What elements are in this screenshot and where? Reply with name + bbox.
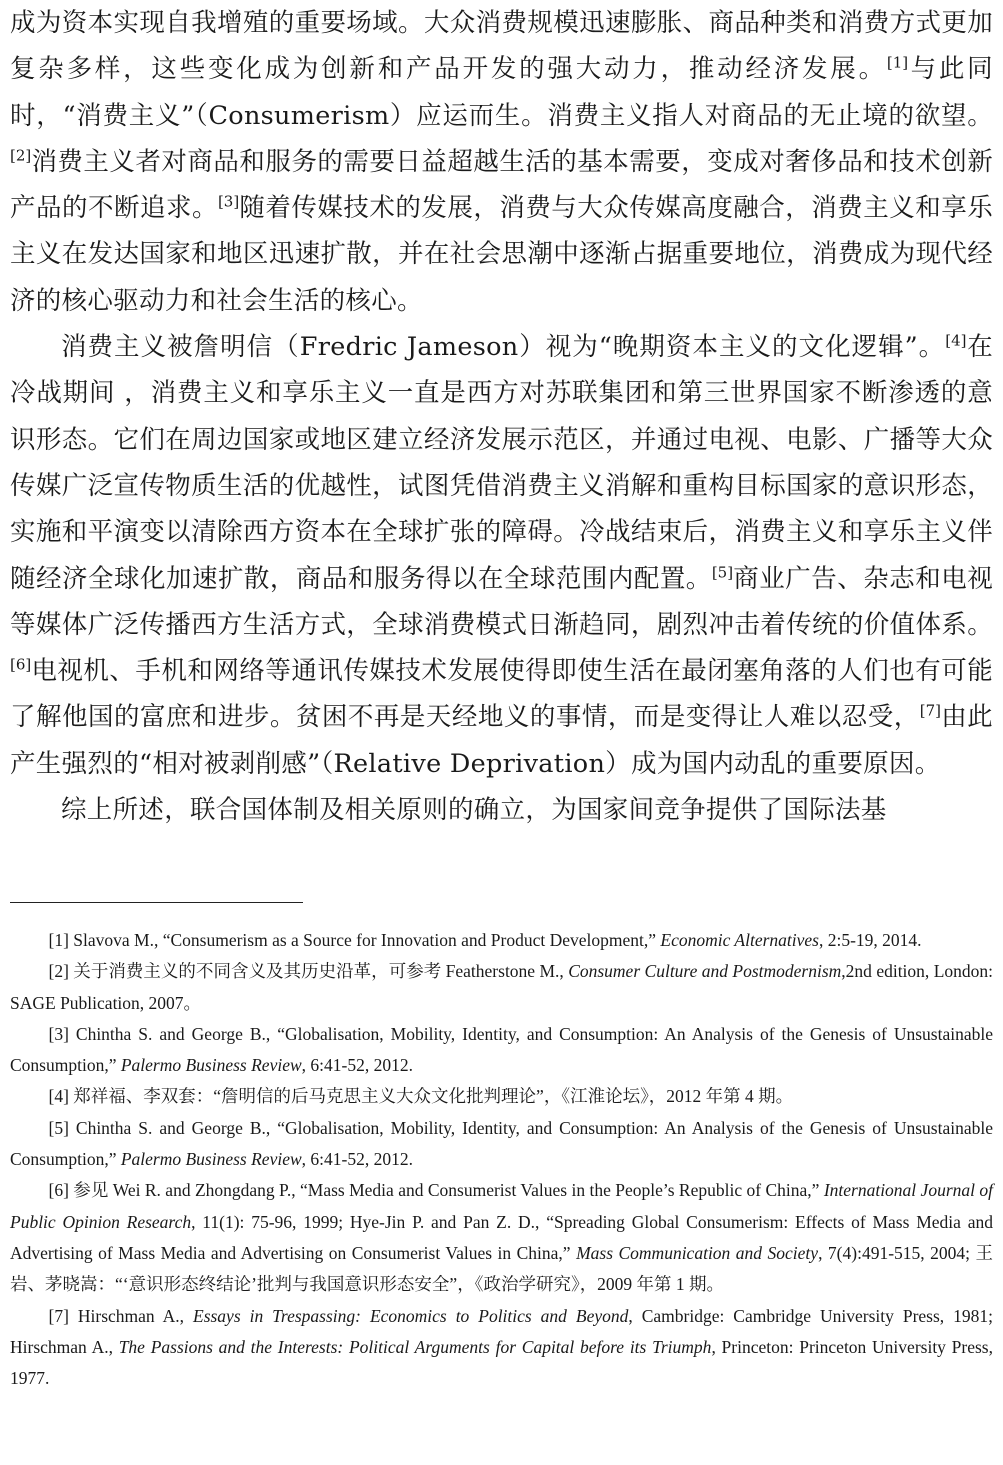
text-run: [6] 参见 Wei R. and Zhongdang P., “Mass Media and Consumerist Values in the People’s Republic of China,” xyxy=(48,1180,824,1201)
footnote-ref[interactable]: [6] xyxy=(10,655,32,674)
body-paragraph-1 xyxy=(10,0,993,324)
footnote-2 xyxy=(10,956,993,1019)
text-run: , Princeton: Princeton University Press, 1977. xyxy=(10,1336,993,1389)
italic-title: Consumer Culture and Postmodernism xyxy=(568,961,842,982)
footnote-ref[interactable]: [7] xyxy=(919,701,941,720)
footnote-ref[interactable]: [5] xyxy=(711,563,734,582)
italic-title: International Journal of Public Opinion Research xyxy=(10,1180,994,1232)
text-run: 电视机、手机和网络等通讯传媒技术发展使得即使生活在最闭塞角落的人们也有可能了解他国的富庶和进步。贫困不再是天经地义的事情，而是变得让人难以忍受， xyxy=(10,656,993,733)
text-run: [5] Chintha S. and George B., “Globalisation, Mobility, Identity, and Consumption: An Analysis of the Genesis of Unsustainable Consumption,” xyxy=(10,1117,993,1170)
text-run: ,2nd edition, London: SAGE Publication, 2007。 xyxy=(10,961,993,1013)
text-run: [2] 关于消费主义的不同含义及其历史沿革，可参考 Featherstone M., xyxy=(48,961,569,982)
text-run: [4] 郑祥福、李双套：“詹明信的后马克思主义大众文化批判理论”，《江淮论坛》，2012 年第 4 期。 xyxy=(48,1086,794,1107)
text-run: 消费主义者对商品和服务的需要日益超越生活的基本需要，变成对奢侈品和技术创新产品的不断追求。 xyxy=(10,146,993,224)
footnote-4 xyxy=(10,1081,993,1112)
body-paragraph-3 xyxy=(10,787,993,833)
italic-title: Palermo Business Review xyxy=(120,1055,302,1076)
text-run: , 2:5-19, 2014. xyxy=(818,930,922,950)
footnote-5 xyxy=(10,1113,993,1176)
text-run: 由此产生强烈的“相对被剥削感”（Relative Deprivation）成为国内动乱的重要原因。 xyxy=(10,702,993,779)
footnote-6 xyxy=(10,1175,993,1300)
text-run: , 6:41-52, 2012. xyxy=(301,1055,413,1076)
text-run: , 7(4):491-515, 2004; 王岩、茅晓嵩：“‘意识形态终结论’批判与我国意识形态安全”，《政治学研究》，2009 年第 1 期。 xyxy=(10,1242,993,1295)
italic-title: Economic Alternatives xyxy=(660,930,819,950)
body-paragraph-2 xyxy=(10,324,993,787)
text-run: [1] Slavova M., “Consumerism as a Source for Innovation and Product Development,” xyxy=(48,930,661,950)
text-run: [3] Chintha S. and George B., “Globalisation, Mobility, Identity, and Consumption: An Analysis of the Genesis of Unsustainable Consumption,” xyxy=(10,1023,993,1076)
document-page xyxy=(10,0,993,833)
italic-title: Palermo Business Review xyxy=(120,1149,302,1170)
footnote-1 xyxy=(10,925,993,956)
text-run: [7] Hirschman A., xyxy=(48,1305,193,1326)
text-run: 在冷战期间 ，消费主义和享乐主义一直是西方对苏联集团和第三世界国家不断渗透的意识形态。它们在周边国家或地区建立经济发展示范区，并通过电视、电影、广播等大众传媒广泛宣传物质生活的优越性，试图凭借消费主义消解和重构目标国家的意识形态，实施和平演变以清除西方资本在全球扩张的障碍。冷战结束后，消费主义和享乐主义伴随经济全球化加速扩散，商品和服务得以在全球范围内配置。 xyxy=(10,332,993,594)
text-run: 与此同时，“消费主义”（Consumerism）应运而生。消费主义指人对商品的无止境的欲望。 xyxy=(10,54,993,131)
text-run: 综上所述，联合国体制及相关原则的确立，为国家间竞争提供了国际法基 xyxy=(61,795,887,826)
footnote-ref[interactable]: [4] xyxy=(945,331,967,350)
footnote-ref[interactable]: [2] xyxy=(10,146,32,165)
footnote-separator xyxy=(10,902,303,903)
text-run: , 6:41-52, 2012. xyxy=(301,1149,413,1170)
text-run: 商业广告、杂志和电视等媒体广泛传播西方生活方式，全球消费模式日渐趋同，剧烈冲击着传统的价值体系。 xyxy=(10,563,993,640)
footnote-3 xyxy=(10,1019,993,1082)
text-run: , 11(1): 75-96, 1999; Hye-Jin P. and Pan Z. D., “Spreading Global Consumerism: Effects of Mass Media and Advertising of Mass Media and Advertising on Consumerist Values in China,” xyxy=(10,1211,993,1263)
italic-title: Mass Communication and Society xyxy=(576,1242,819,1263)
text-run: 消费主义被詹明信（Fredric Jameson）视为“晚期资本主义的文化逻辑”。 xyxy=(61,332,946,363)
footnotes xyxy=(10,925,993,1394)
text-run: 随着传媒技术的发展，消费与大众传媒高度融合，消费主义和享乐主义在发达国家和地区迅速扩散，并在社会思潮中逐渐占据重要地位，消费成为现代经济的核心驱动力和社会生活的核心。 xyxy=(10,193,994,316)
body-text xyxy=(10,0,993,833)
text-run: , Cambridge: Cambridge University Press, 1981; Hirschman A., xyxy=(10,1305,993,1357)
footnote-ref[interactable]: [3] xyxy=(217,192,240,211)
footnote-ref[interactable]: [1] xyxy=(886,53,909,72)
italic-title: The Passions and the Interests: Political Arguments for Capital before its Triumph xyxy=(118,1336,712,1357)
italic-title: Essays in Trespassing: Economics to Politics and Beyond xyxy=(193,1305,629,1326)
text-run: 成为资本实现自我增殖的重要场域。大众消费规模迅速膨胀、商品种类和消费方式更加复杂多样，这些变化成为创新和产品开发的强大动力，推动经济发展。 xyxy=(10,8,993,85)
footnote-7 xyxy=(10,1301,993,1395)
